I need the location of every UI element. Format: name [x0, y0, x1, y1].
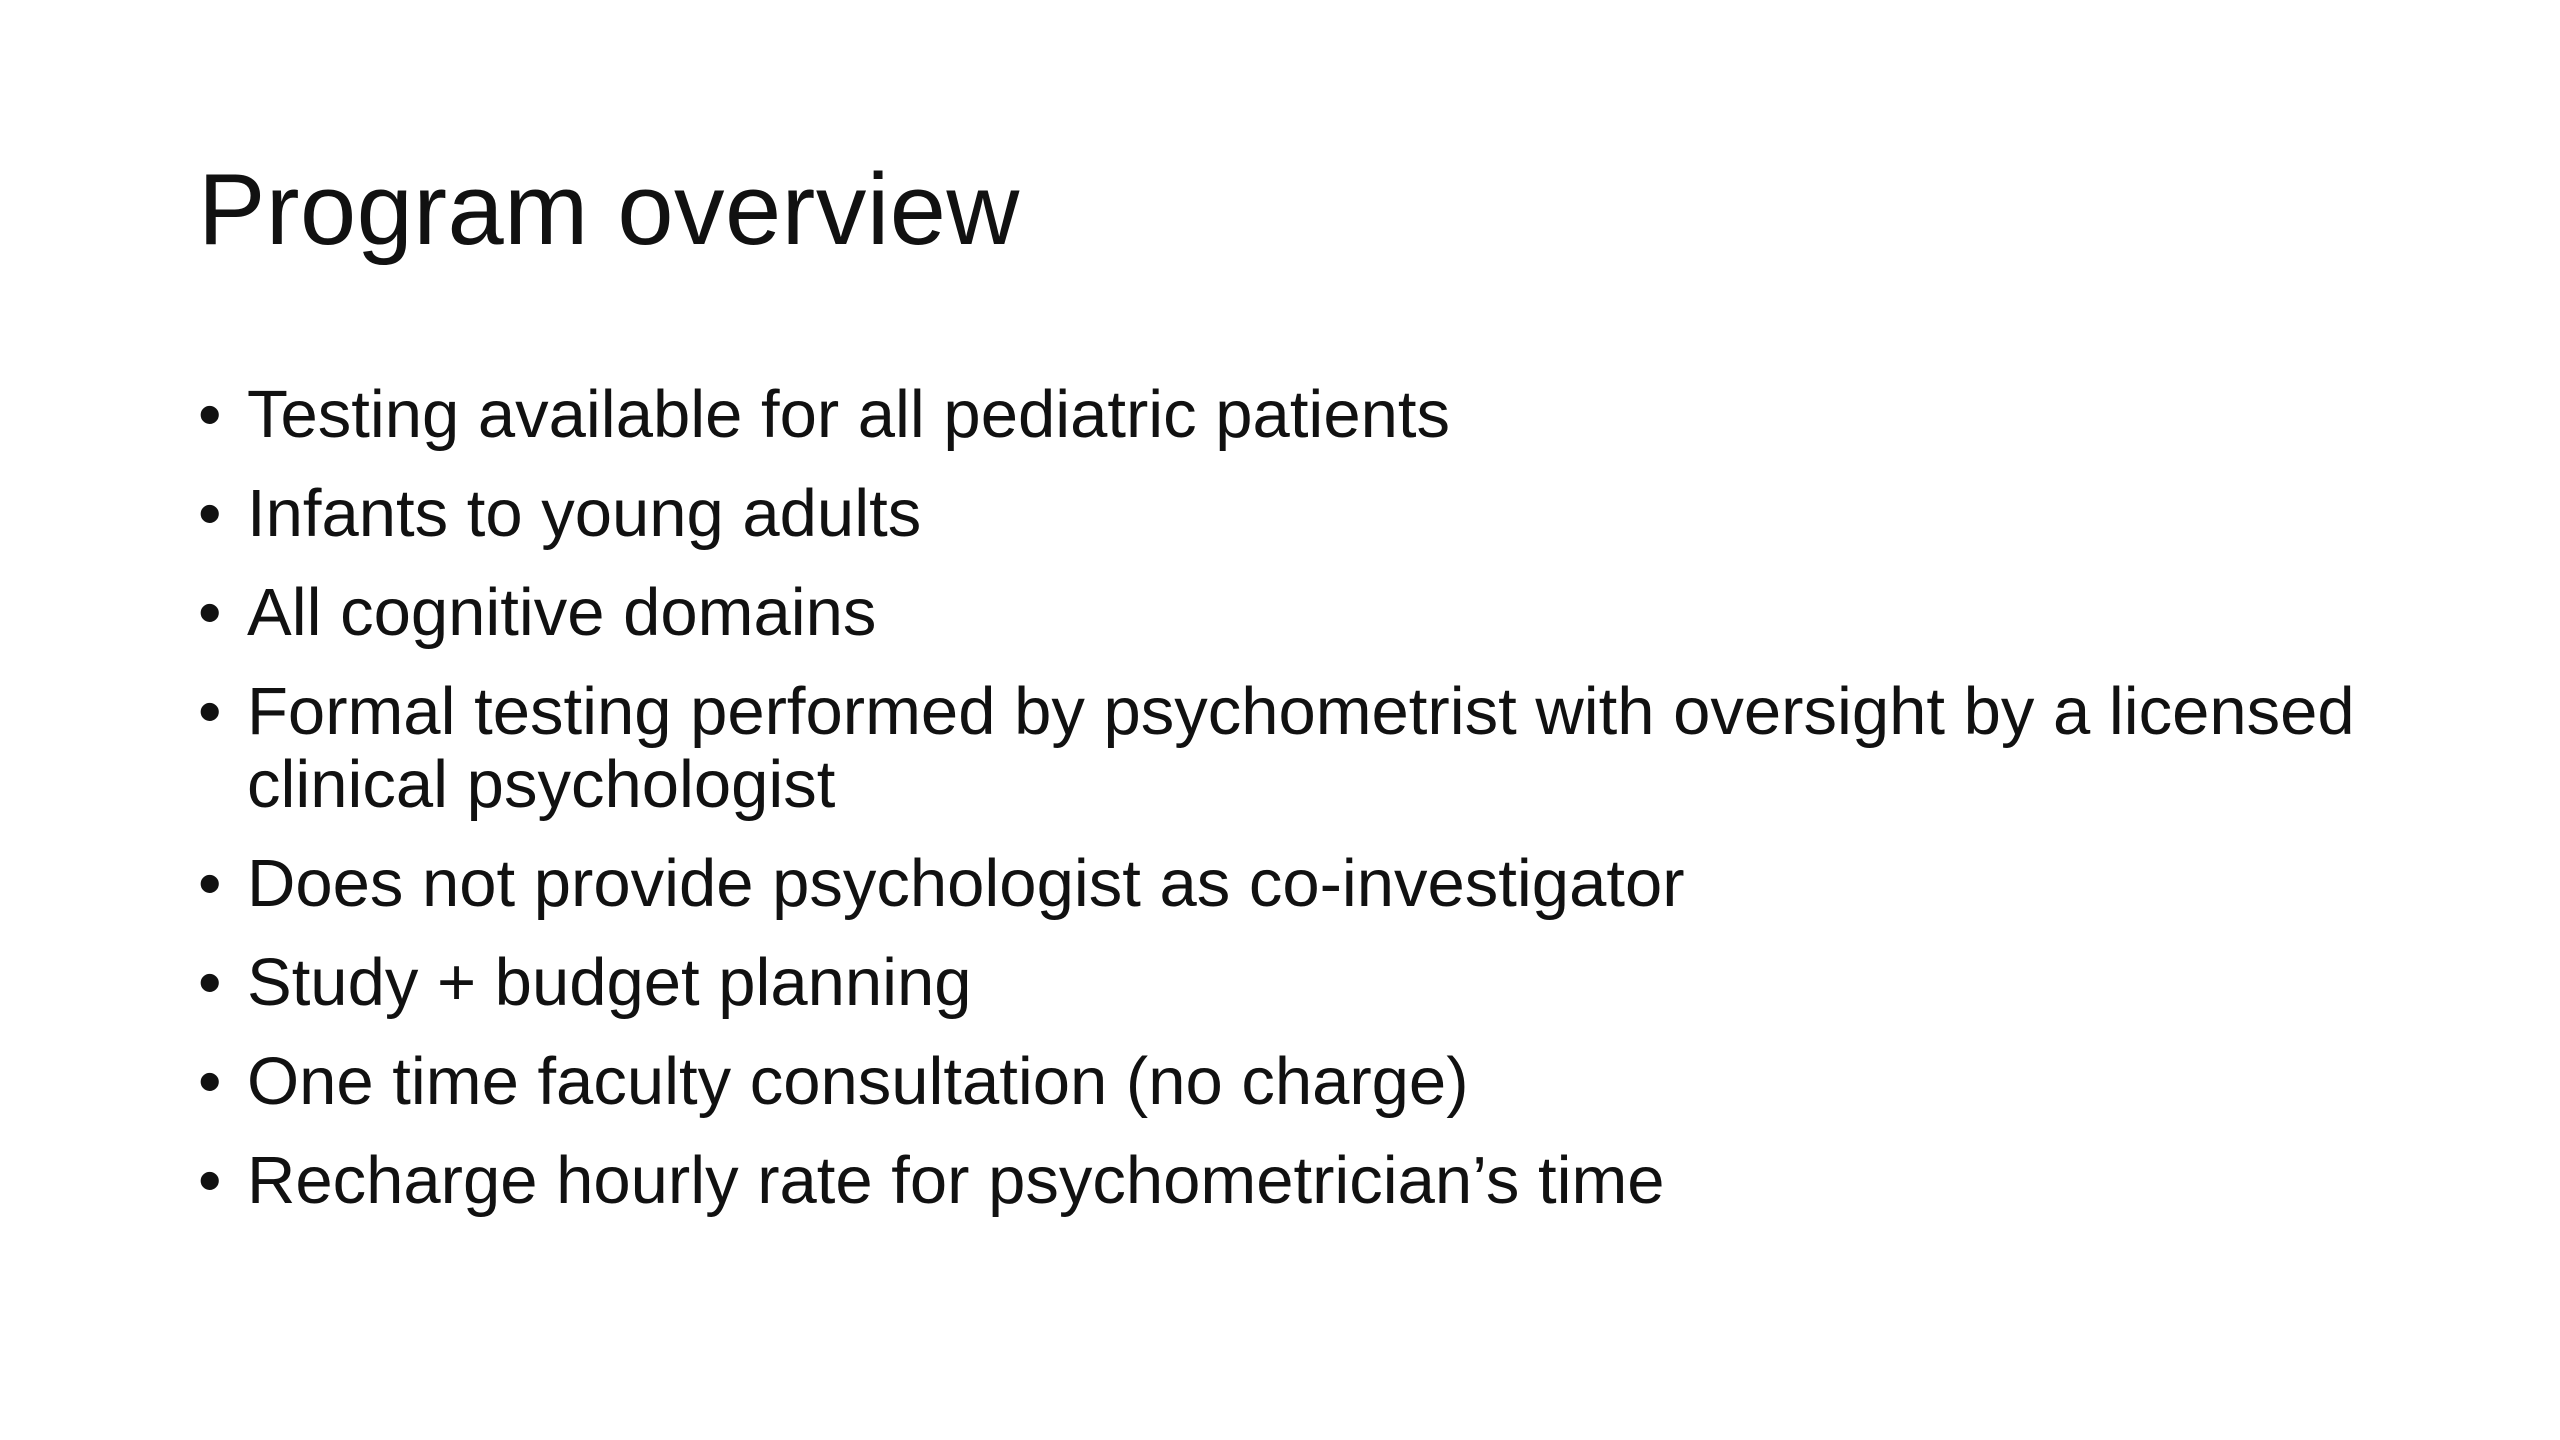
bullet-icon: •	[198, 1044, 222, 1119]
bullet-text: Does not provide psychologist as co-investigator	[247, 846, 1685, 921]
bullet-icon: •	[198, 575, 222, 650]
bullet-item	[198, 1144, 2398, 1217]
bullet-icon: •	[198, 945, 222, 1020]
bullet-text: Infants to young adults	[247, 476, 922, 551]
bullet-text: Recharge hourly rate for psychometrician’s time	[247, 1143, 1665, 1218]
slide-title: Program overview	[198, 154, 1020, 266]
bullet-item	[198, 576, 2398, 649]
bullet-item	[198, 1045, 2398, 1118]
bullet-list	[198, 378, 2398, 1243]
bullet-item	[198, 675, 2398, 821]
bullet-text: Formal testing performed by psychometrist with oversight by a licensed clinical psychologist	[247, 674, 2355, 822]
bullet-text: All cognitive domains	[247, 575, 877, 650]
bullet-icon: •	[198, 377, 222, 452]
bullet-icon: •	[198, 476, 222, 551]
bullet-text: Study + budget planning	[247, 945, 972, 1020]
bullet-text: One time faculty consultation (no charge)	[247, 1044, 1469, 1119]
bullet-item	[198, 477, 2398, 550]
bullet-item	[198, 847, 2398, 920]
bullet-icon: •	[198, 1143, 222, 1218]
bullet-text: Testing available for all pediatric patients	[247, 377, 1450, 452]
bullet-icon: •	[198, 846, 222, 921]
bullet-icon: •	[198, 674, 222, 749]
bullet-item	[198, 378, 2398, 451]
bullet-item	[198, 946, 2398, 1019]
